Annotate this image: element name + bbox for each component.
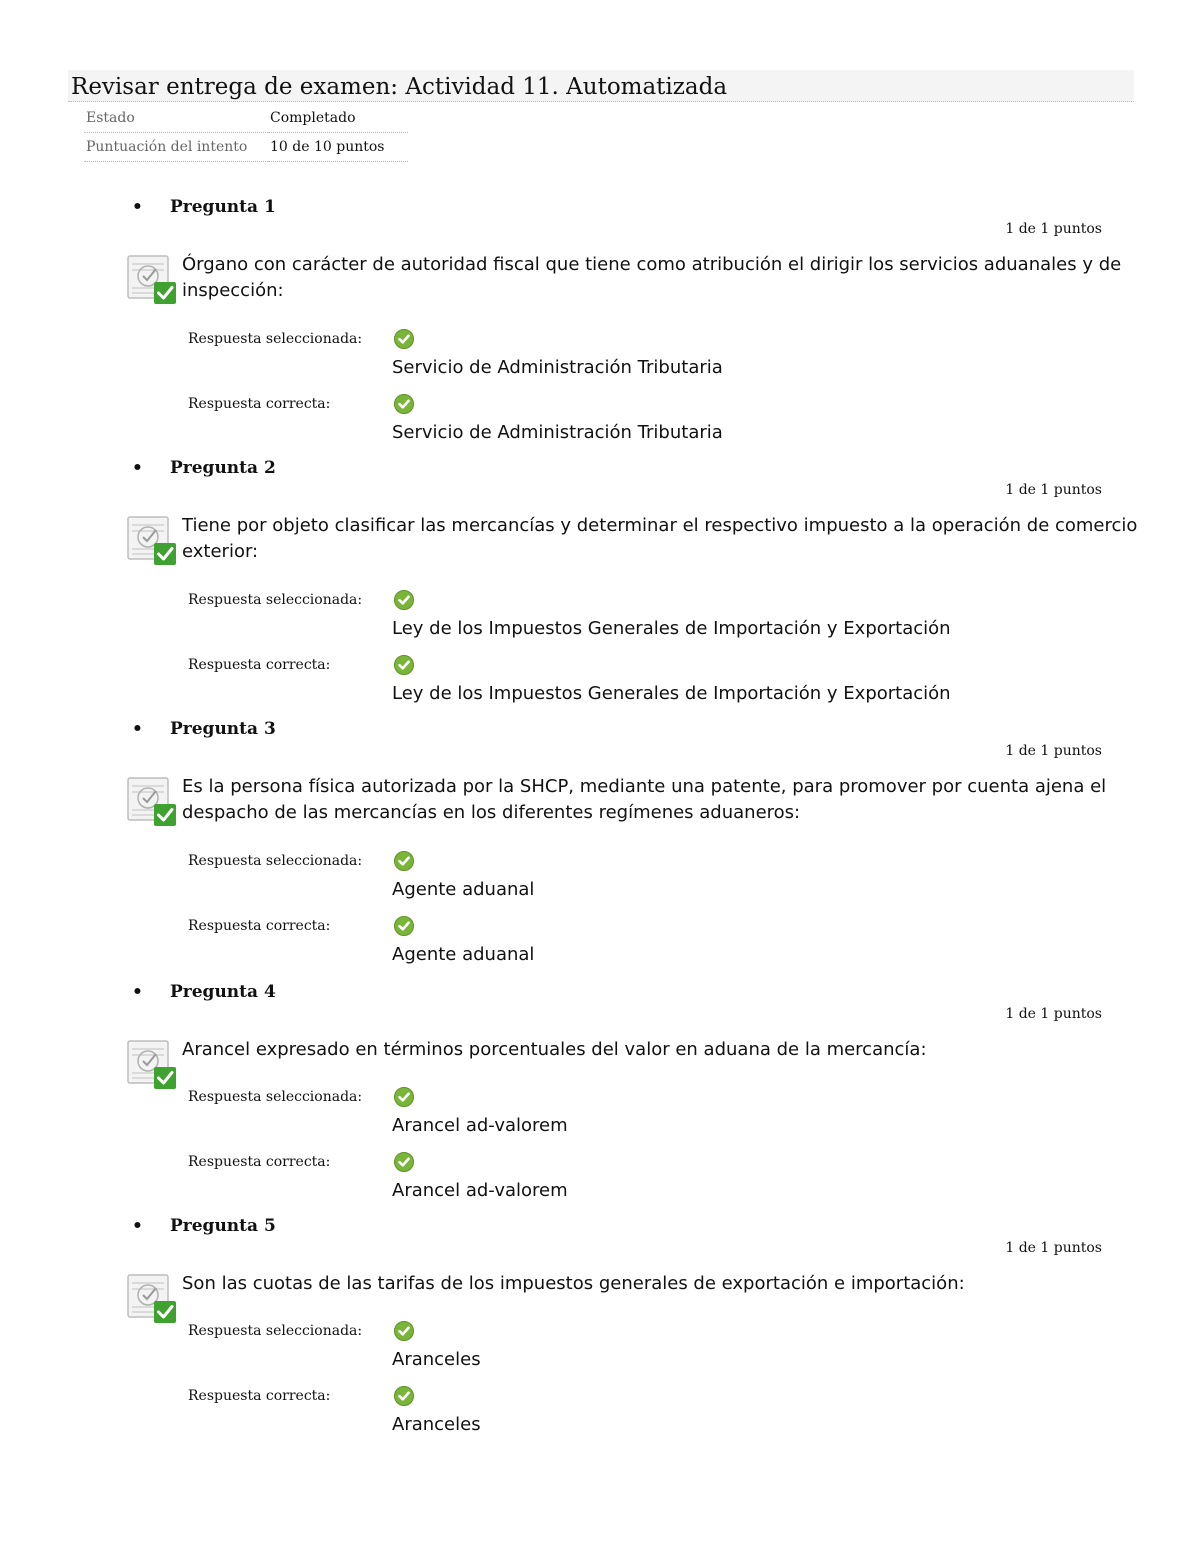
correct-question-icon (126, 1273, 178, 1325)
check-circle-icon (394, 851, 414, 871)
question-title: Pregunta 5 (170, 1216, 276, 1236)
puntuacion-label: Puntuación del intento (84, 133, 268, 162)
check-circle-icon (394, 1321, 414, 1341)
correct-answer-label: Respuesta correcta: (188, 918, 331, 934)
check-circle-icon (394, 590, 414, 610)
check-circle-icon (394, 1386, 414, 1406)
check-circle-icon (394, 1087, 414, 1107)
correct-answer-label: Respuesta correcta: (188, 396, 331, 412)
question-heading: • Pregunta 1 (132, 197, 276, 217)
question-points: 1 de 1 puntos (1005, 1240, 1102, 1256)
check-circle-icon (394, 394, 414, 414)
check-circle-icon (394, 916, 414, 936)
check-circle-icon (394, 655, 414, 675)
question-heading: • Pregunta 5 (132, 1216, 276, 1236)
question-2 (0, 457, 1200, 719)
estado-value: Completado (268, 104, 408, 133)
correct-answer-label: Respuesta correcta: (188, 1388, 331, 1404)
question-5 (0, 1215, 1200, 1477)
check-circle-icon (394, 329, 414, 349)
question-4 (0, 981, 1200, 1243)
selected-answer-text: Arancel ad-valorem (392, 1115, 568, 1136)
selected-answer-label: Respuesta seleccionada: (188, 853, 363, 869)
question-1 (0, 196, 1200, 458)
puntuacion-value: 10 de 10 puntos (268, 133, 408, 162)
check-circle-icon (394, 1152, 414, 1172)
question-text: Son las cuotas de las tarifas de los impuestos generales de exportación e importación: (182, 1273, 965, 1294)
correct-answer-text: Ley de los Impuestos Generales de Importación y Exportación (392, 683, 951, 704)
selected-answer-text: Servicio de Administración Tributaria (392, 357, 723, 378)
question-heading: • Pregunta 2 (132, 458, 276, 478)
correct-answer-text: Aranceles (392, 1414, 481, 1435)
selected-answer-text: Aranceles (392, 1349, 481, 1370)
summary-row-estado (84, 104, 408, 133)
attempt-summary (84, 104, 408, 162)
question-title: Pregunta 4 (170, 982, 276, 1002)
question-text: Órgano con carácter de autoridad fiscal que tiene como atribución el dirigir los servicios aduanales y de inspección: (182, 254, 1122, 301)
selected-answer-text: Ley de los Impuestos Generales de Importación y Exportación (392, 618, 951, 639)
correct-question-icon (126, 515, 178, 567)
correct-answer-text: Arancel ad-valorem (392, 1180, 568, 1201)
estado-label: Estado (84, 104, 268, 133)
selected-answer-text: Agente aduanal (392, 879, 535, 900)
selected-answer-label: Respuesta seleccionada: (188, 592, 363, 608)
selected-answer-label: Respuesta seleccionada: (188, 1323, 363, 1339)
question-3 (0, 718, 1200, 980)
question-title: Pregunta 1 (170, 197, 276, 217)
correct-answer-label: Respuesta correcta: (188, 657, 331, 673)
question-points: 1 de 1 puntos (1005, 482, 1102, 498)
question-heading: • Pregunta 4 (132, 982, 276, 1002)
correct-question-icon (126, 1039, 178, 1091)
correct-answer-label: Respuesta correcta: (188, 1154, 331, 1170)
summary-row-puntuacion (84, 133, 408, 162)
page-title: Revisar entrega de examen: Actividad 11. Automatizada (68, 70, 1134, 102)
correct-answer-text: Servicio de Administración Tributaria (392, 422, 723, 443)
selected-answer-label: Respuesta seleccionada: (188, 331, 363, 347)
question-text: Tiene por objeto clasificar las mercancías y determinar el respectivo impuesto a la operación de comercio exterior: (182, 515, 1138, 562)
question-points: 1 de 1 puntos (1005, 1006, 1102, 1022)
question-points: 1 de 1 puntos (1005, 743, 1102, 759)
question-heading: • Pregunta 3 (132, 719, 276, 739)
correct-answer-text: Agente aduanal (392, 944, 535, 965)
correct-question-icon (126, 254, 178, 306)
question-title: Pregunta 3 (170, 719, 276, 739)
question-title: Pregunta 2 (170, 458, 276, 478)
question-text: Es la persona física autorizada por la SHCP, mediante una patente, para promover por cuenta ajena el despacho de las mercancías en los diferentes regímenes aduaneros: (182, 776, 1107, 823)
question-points: 1 de 1 puntos (1005, 221, 1102, 237)
correct-question-icon (126, 776, 178, 828)
selected-answer-label: Respuesta seleccionada: (188, 1089, 363, 1105)
question-text: Arancel expresado en términos porcentuales del valor en aduana de la mercancía: (182, 1039, 927, 1060)
